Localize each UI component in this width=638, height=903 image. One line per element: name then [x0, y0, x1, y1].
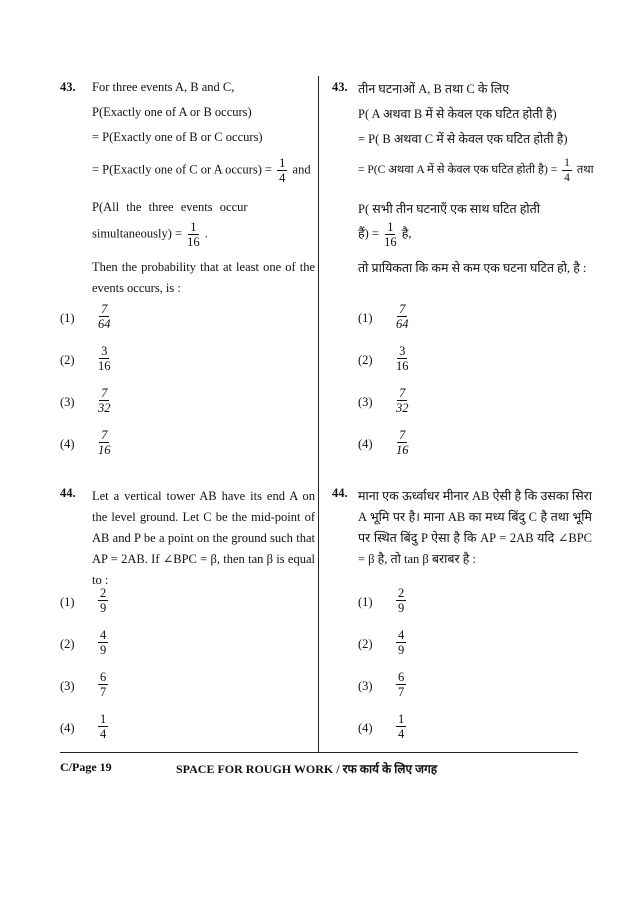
tatha-text: तथा: [576, 164, 594, 177]
fraction-1-4: $\frac{1}{4}$: [279, 156, 286, 185]
fraction-1-16: $\frac{1}{16}$: [187, 220, 200, 249]
q43-hi-line-4-text: = P(C अथवा A में से केवल एक घटित होती है) =: [358, 164, 558, 177]
q44-text: Let a vertical tower AB have its end A on the level ground. Let C be the mid-point of AB and P be a point on the ground such that AP = 2AB. If ∠BPC = β, then tan β is equal to :: [92, 489, 315, 587]
rough-work-label: SPACE FOR ROUGH WORK / रफ कार्य के लिए जगह: [176, 762, 438, 776]
column-divider: [318, 76, 319, 752]
q43-line-2: P(Exactly one of A or B occurs): [92, 105, 252, 119]
question-number: 44.: [60, 486, 76, 500]
q43-line-1: For three events A, B and C,: [92, 80, 235, 94]
q43-line-4: [92, 156, 315, 185]
q43-line-4-text: = P(Exactly one of C or A occurs) =: [92, 162, 273, 177]
hai-text: है,: [401, 226, 412, 241]
q43-hi-line-6-text: हैं) =: [358, 226, 379, 241]
and-text: and: [292, 162, 311, 177]
q43-line-6: [92, 220, 315, 249]
q43-hi-line-5: P( सभी तीन घटनाएँ एक साथ घटित होती: [358, 202, 541, 216]
page-number: C/Page 19: [60, 760, 112, 774]
q43-line-3: = P(Exactly one of B or C occurs): [92, 130, 263, 144]
q43-hi-line-4: [358, 156, 592, 185]
q43-hi-line-6: [358, 220, 592, 249]
footer-rule: [60, 752, 578, 753]
q43-hi-line-1: तीन घटनाओं A, B तथा C के लिए: [358, 82, 510, 96]
q43-hi-line-7: तो प्रायिकता कि कम से कम एक घटना घटित हो, है :: [358, 261, 587, 275]
q43-hi-line-3: = P( B अथवा C में से केवल एक घटित होती है): [358, 132, 568, 146]
q43-line-7: Then the probability that at least one of the events occurs, is :: [92, 260, 315, 295]
fraction-1-4: $\frac{1}{4}$: [564, 157, 570, 184]
q44-hi-text: माना एक ऊर्ध्वाधर मीनार AB ऐसी है कि उसका सिरा A भूमि पर है। माना AB का मध्य बिंदु C है तथा भूमि पर स्थित बिंदु P ऐसा है कि AP = 2AB यदि ∠BPC = β है, तो tan β बराबर है :: [358, 489, 592, 566]
fraction-1-16: $\frac{1}{16}$: [384, 220, 397, 249]
question-number: 44.: [332, 486, 348, 500]
q43-hi-line-2: P( A अथवा B में से केवल एक घटित होती है): [358, 107, 557, 121]
question-number: 43.: [60, 80, 76, 94]
question-number: 43.: [332, 80, 348, 94]
q43-line-5: P(All the three events occur: [92, 200, 248, 214]
q43-line-6-text: simultaneously) =: [92, 226, 183, 241]
period: .: [204, 226, 208, 241]
